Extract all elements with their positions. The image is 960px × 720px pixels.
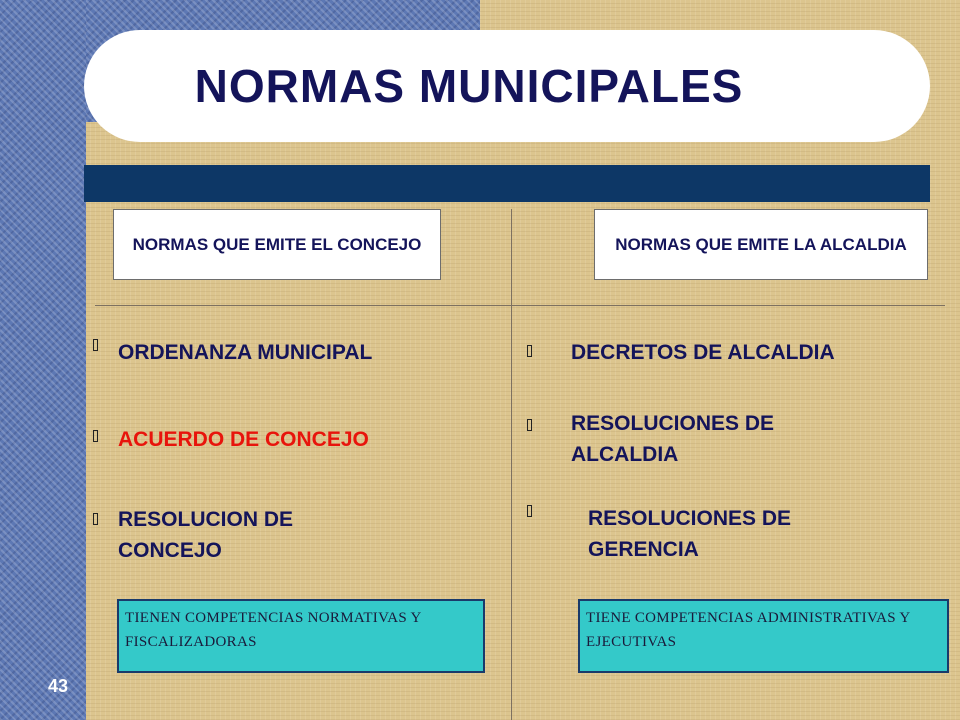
bullet-icon: [93, 430, 98, 442]
left-column-header: NORMAS QUE EMITE EL CONCEJO: [113, 209, 441, 280]
right-item-decretos: DECRETOS DE ALCALDIA: [571, 341, 835, 364]
bullet-icon: [527, 345, 532, 357]
denim-background-left: [0, 0, 86, 720]
left-competencias-note: TIENEN COMPETENCIAS NORMATIVAS Y FISCALIZADORAS: [117, 599, 485, 673]
slide-title: NORMAS MUNICIPALES: [194, 60, 744, 112]
right-competencias-note: TIENE COMPETENCIAS ADMINISTRATIVAS Y EJECUTIVAS: [578, 599, 949, 673]
page-number: 43: [48, 676, 69, 696]
column-divider-horizontal: [95, 305, 945, 306]
column-divider-vertical: [511, 209, 512, 720]
right-item-resoluciones-alcaldia: RESOLUCIONES DE ALCALDIA: [571, 412, 775, 466]
left-item-ordenanza: ORDENANZA MUNICIPAL: [118, 341, 373, 364]
bullet-icon: [527, 505, 532, 517]
right-item-resoluciones-gerencia: RESOLUCIONES DE GERENCIA: [588, 507, 792, 561]
bullet-icon: [93, 513, 98, 525]
bullet-icon: [93, 339, 98, 351]
bullet-icon: [527, 419, 532, 431]
left-item-resolucion: RESOLUCION DE CONCEJO: [118, 508, 294, 562]
title-banner: [84, 30, 930, 142]
navy-divider-bar: [84, 165, 930, 202]
left-item-acuerdo: ACUERDO DE CONCEJO: [118, 428, 369, 451]
right-column-header: NORMAS QUE EMITE LA ALCALDIA: [594, 209, 928, 280]
